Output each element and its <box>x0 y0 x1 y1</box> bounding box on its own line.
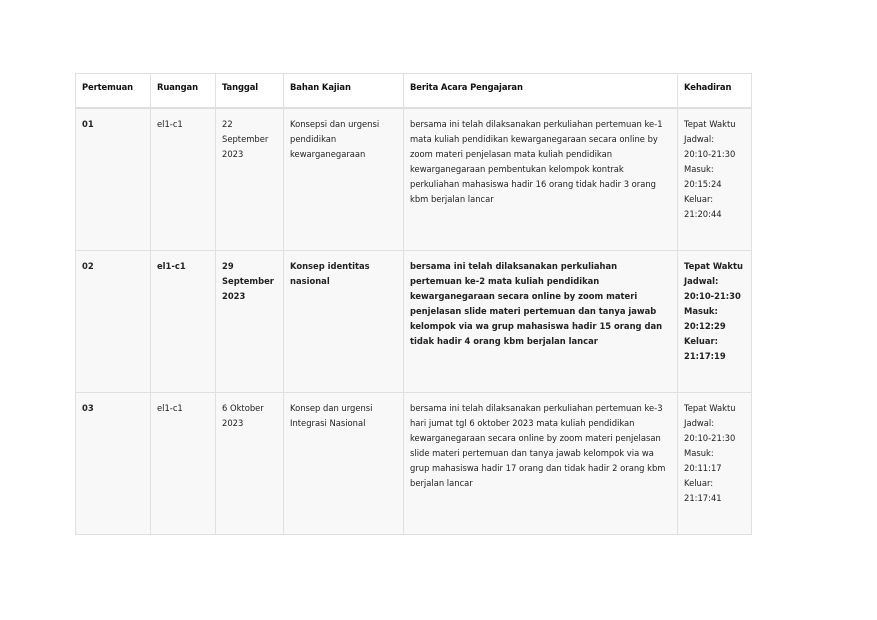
kehadiran-keluar-value: 21:17:41 <box>684 492 722 503</box>
header-pertemuan: Pertemuan <box>76 74 151 109</box>
table-row <box>76 108 752 250</box>
header-row <box>76 74 752 109</box>
cell-ruangan: el1-c1 <box>151 250 216 392</box>
kehadiran-jadwal-value: 20:10-21:30 <box>684 149 736 159</box>
cell-bahan-kajian: Konsepsi dan urgensi pendidikan kewarganegaraan <box>284 108 404 250</box>
cell-tanggal: 6 Oktober 2023 <box>216 392 284 534</box>
header-bahan-kajian: Bahan Kajian <box>284 74 404 109</box>
header-tanggal: Tanggal <box>216 74 284 109</box>
kehadiran-jadwal-value: 20:10-21:30 <box>684 432 736 443</box>
header-ruangan: Ruangan <box>151 74 216 109</box>
header-kehadiran: Kehadiran <box>678 74 752 109</box>
kehadiran-masuk-label: Masuk: <box>684 305 718 316</box>
table-body <box>76 108 752 534</box>
kehadiran-masuk-value: 20:15:24 <box>684 179 722 189</box>
kehadiran-keluar-value: 21:20:44 <box>684 209 722 219</box>
cell-ruangan: el1-c1 <box>151 392 216 534</box>
cell-bahan-kajian: Konsep identitas nasional <box>284 250 404 392</box>
cell-ruangan: el1-c1 <box>151 108 216 250</box>
kehadiran-jadwal-label: Jadwal: <box>684 134 715 144</box>
kehadiran-jadwal-value: 20:10-21:30 <box>684 290 741 301</box>
kehadiran-status: Tepat Waktu <box>684 260 743 271</box>
cell-pertemuan: 01 <box>76 108 151 250</box>
table-row <box>76 392 752 534</box>
kehadiran-keluar-value: 21:17:19 <box>684 350 726 361</box>
kehadiran-keluar-label: Keluar: <box>684 194 714 204</box>
table-header <box>76 74 752 109</box>
kehadiran-jadwal-label: Jadwal: <box>684 417 715 428</box>
cell-kehadiran <box>678 392 752 534</box>
kehadiran-masuk-value: 20:12:29 <box>684 320 726 331</box>
cell-tanggal: 29 September 2023 <box>216 250 284 392</box>
cell-berita-acara: bersama ini telah dilaksanakan perkuliahan pertemuan ke-3 hari jumat tgl 6 oktober 2023 mata kuliah pendidikan kewarganegaraan secara online by zoom materi penjelasan slide materi pertemuan dan tanya jawab kelompok via wa grup mahasiswa hadir 17 orang dan tidak hadir 2 orang kbm berjalan lancar <box>404 392 678 534</box>
kehadiran-jadwal-label: Jadwal: <box>684 275 719 286</box>
cell-pertemuan: 03 <box>76 392 151 534</box>
cell-kehadiran <box>678 250 752 392</box>
kehadiran-masuk-label: Masuk: <box>684 447 714 458</box>
cell-berita-acara: bersama ini telah dilaksanakan perkuliahan pertemuan ke-1 mata kuliah pendidikan kewarganegaraan secara online by zoom materi penjelasan mata kuliah pendidikan kewarganegaraan pembentukan kelompok kontrak perkuliahan mahasiswa hadir 16 orang tidak hadir 3 orang kbm berjalan lancar <box>404 108 678 250</box>
kehadiran-masuk-label: Masuk: <box>684 164 714 174</box>
kehadiran-keluar-label: Keluar: <box>684 335 718 346</box>
header-berita-acara: Berita Acara Pengajaran <box>404 74 678 109</box>
cell-pertemuan: 02 <box>76 250 151 392</box>
cell-berita-acara: bersama ini telah dilaksanakan perkuliahan pertemuan ke-2 mata kuliah pendidikan kewarganegaraan secara online by zoom materi penjelasan slide materi pertemuan dan tanya jawab kelompok via wa grup mahasiswa hadir 15 orang dan tidak hadir 4 orang kbm berjalan lancar <box>404 250 678 392</box>
cell-bahan-kajian: Konsep dan urgensi Integrasi Nasional <box>284 392 404 534</box>
kehadiran-status: Tepat Waktu <box>684 119 736 129</box>
table-row <box>76 250 752 392</box>
kehadiran-masuk-value: 20:11:17 <box>684 462 722 473</box>
kehadiran-keluar-label: Keluar: <box>684 477 714 488</box>
cell-tanggal: 22 September 2023 <box>216 108 284 250</box>
cell-kehadiran <box>678 108 752 250</box>
kehadiran-status: Tepat Waktu <box>684 402 736 413</box>
attendance-table <box>75 73 752 535</box>
